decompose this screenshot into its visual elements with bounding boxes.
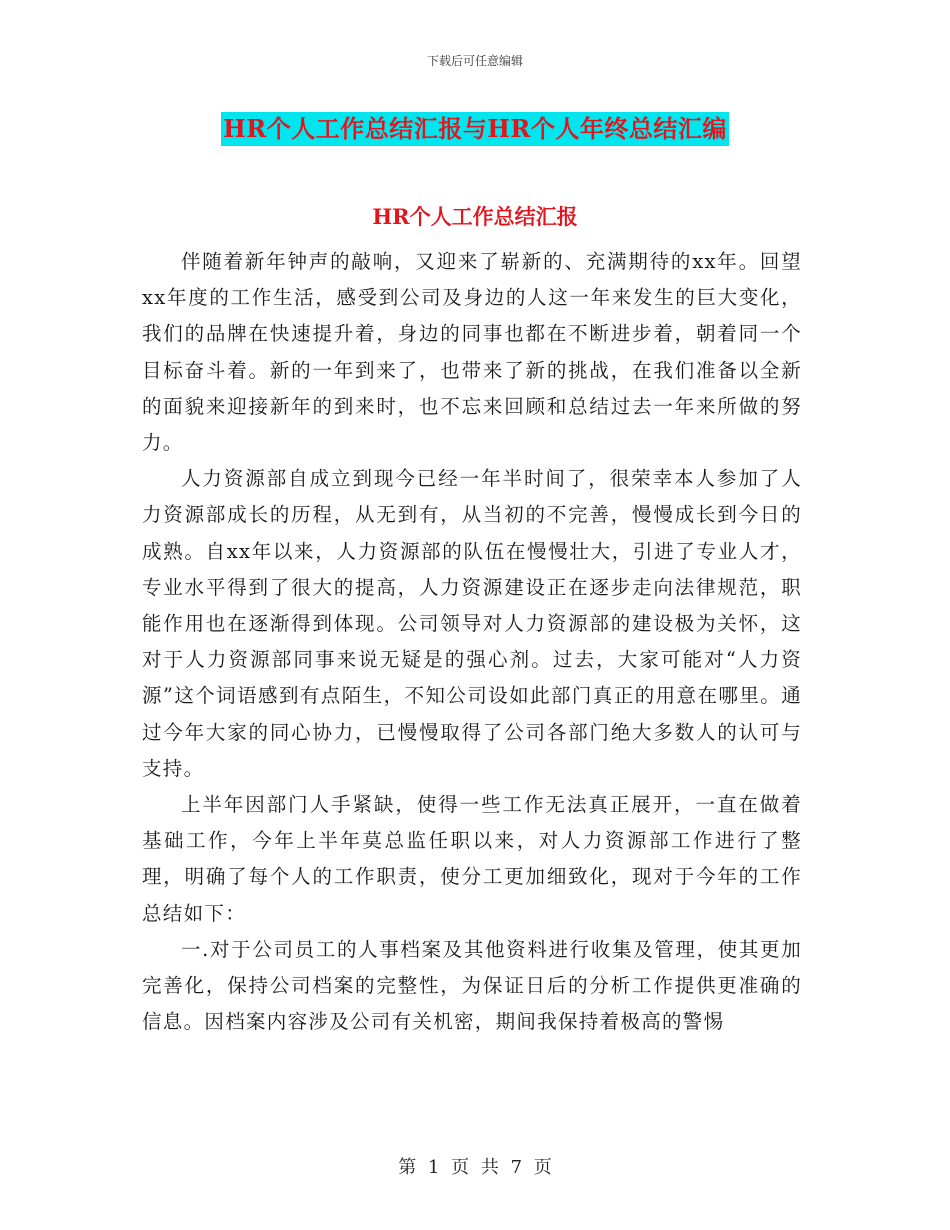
paragraph: 人力资源部自成立到现今已经一年半时间了，很荣幸本人参加了人力资源部成长的历程，从无到有，从当初的不完善，慢慢成长到今日的成熟。自xx年以来，人力资源部的队伍在慢慢壮大，引进了专业人才，专业水平得到了很大的提高，人力资源建设正在逐步走向法律规范，职能作用也在逐渐得到体现。公司领导对人力资源部的建设极为关怀，这对于人力资源部同事来说无疑是的强心剂。过去，大家可能对“人力资源”这个词语感到有点陌生，不知公司设如此部门真正的用意在哪里。通过今年大家的同心协力，已慢慢取得了公司各部门绝大多数人的认可与支持。 [142,467,802,780]
paragraph: 一.对于公司员工的人事档案及其他资料进行收集及管理，使其更加完善化，保持公司档案的完整性，为保证日后的分析工作提供更准确的信息。因档案内容涉及公司有关机密，期间我保持着极高的警惕 [142,937,802,1034]
section-title: HR个人工作总结汇报 [372,204,578,229]
document-title-container [0,112,950,146]
document-body [142,244,802,1040]
document-title: HR个人工作总结汇报与HR个人年终总结汇编 [221,112,729,146]
page-header-note: 下载后可任意编辑 [426,54,523,68]
page-number: 第 1 页 共 7 页 [398,1157,552,1178]
paragraph: 伴随着新年钟声的敲响，又迎来了崭新的、充满期待的xx年。回望xx年度的工作生活，感受到公司及身边的人这一年来发生的巨大变化，我们的品牌在快速提升着，身边的同事也都在不断进步着，朝着同一个目标奋斗着。新的一年到来了，也带来了新的挑战，在我们准备以全新的面貌来迎接新年的到来时，也不忘来回顾和总结过去一年来所做的努力。 [142,250,802,455]
paragraph: 上半年因部门人手紧缺，使得一些工作无法真正展开，一直在做着基础工作，今年上半年莫总监任职以来，对人力资源部工作进行了整理，明确了每个人的工作职责，使分工更加细致化，现对于今年的工作总结如下： [142,793,802,925]
